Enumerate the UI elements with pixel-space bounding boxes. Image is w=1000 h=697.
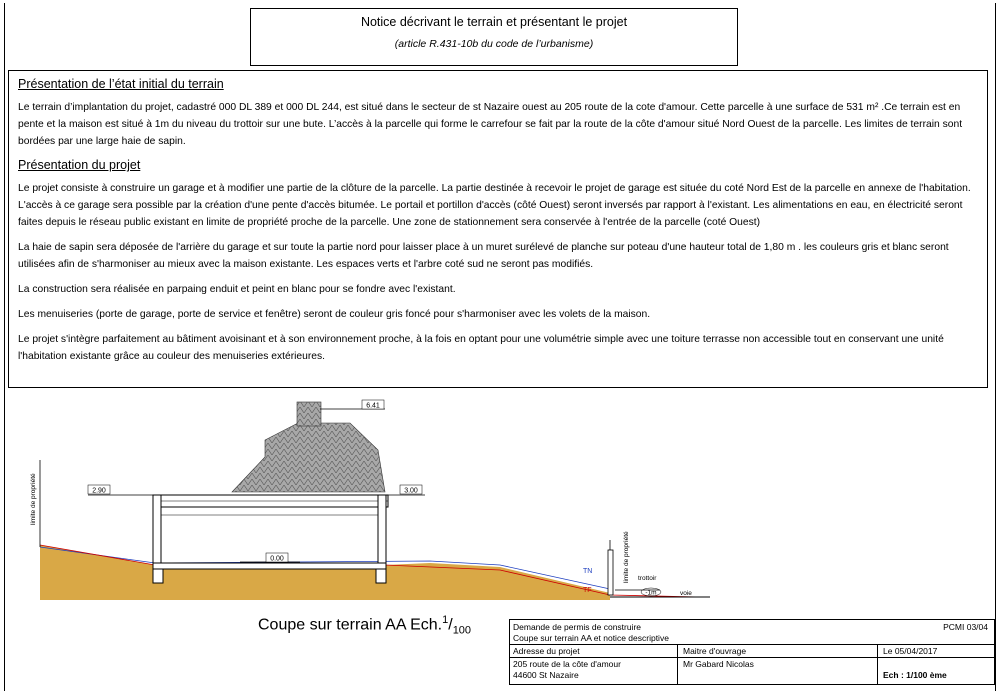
road-label: voie bbox=[680, 590, 692, 597]
paragraph: La construction sera réalisée en parpaing enduit et peint en blanc pour se fondre avec l'existant. bbox=[18, 284, 456, 295]
svg-text:2.90: 2.90 bbox=[92, 487, 106, 495]
permit-request-label: Demande de permis de construire bbox=[513, 622, 642, 632]
property-limit-right-label: limite de propriété bbox=[623, 531, 630, 583]
tn-label: TN bbox=[583, 568, 593, 575]
section-title-initial-state: Présentation de l’état initial du terrain bbox=[18, 77, 224, 91]
sheet-reference: PCMI 03/04 bbox=[943, 622, 988, 632]
sidewalk-level: -1m bbox=[645, 589, 657, 597]
caption-text: Coupe sur terrain AA Ech. bbox=[258, 616, 443, 634]
divider bbox=[677, 644, 678, 684]
paragraph: Le projet s'intègre parfaitement au bâtiment avoisinant et à son environnement proche, à la fois en optant pour une volumétrie simple avec une toiture terrasse non accessible tout en conservant une unité l'habitation existante grâce au couleur des menuiseries extérieures. bbox=[18, 334, 944, 362]
address-line-2: 44600 St Nazaire bbox=[513, 670, 579, 680]
address-label: Adresse du projet bbox=[513, 646, 580, 656]
paragraph: La haie de sapin sera déposée de l'arrière du garage et sur toute la partie nord pour laisser place à un muret surélevé de planche sur poteau d'une hauteur total de 1,80 m . les couleurs gris et blanc seront utilisées afin de s'harmoniser au mieux avec la maison existante. Les espaces verts et l'arbre coté sud ne seront pas modifiés. bbox=[18, 242, 949, 270]
paragraph: Les menuiseries (porte de garage, porte de service et fenêtre) seront de couleur gris foncé pour s'harmoniser avec les volets de la maison. bbox=[18, 309, 651, 320]
paragraph: Le projet consiste à construire un garage et à modifier une partie de la clôture de la parcelle. La partie destinée à recevoir le projet de garage est située du coté Nord Est de la parcelle en annexe de l'habitation. L'accès à ce garage sera possible par la création d'une pente d'accès bitumée. Le portail et portillon d'accès (côté Ouest) seront inversés par rapport à l'existant. Les alimentations en eau, en électricité seront faites depuis le réseau public existant en limite de propriété proche de la parcelle. Une zone de stationnement sera conservée à l'entrée de la parcelle (coté Ouest) bbox=[18, 183, 971, 228]
section-drawing bbox=[0, 395, 1000, 610]
chimney bbox=[297, 402, 321, 426]
owner-label: Maitre d'ouvrage bbox=[683, 646, 747, 656]
divider bbox=[510, 644, 994, 645]
title-box bbox=[250, 8, 738, 66]
title-block bbox=[509, 619, 995, 685]
sheet-description: Coupe sur terrain AA et notice descriptive bbox=[513, 633, 669, 643]
ground-fill bbox=[40, 545, 610, 600]
svg-text:0.00: 0.00 bbox=[270, 555, 284, 563]
address-line-1: 205 route de la côte d'amour bbox=[513, 659, 621, 669]
level-marker-left bbox=[88, 485, 153, 495]
caption-scale-numerator: 1 bbox=[442, 614, 449, 626]
date-text: Le 05/04/2017 bbox=[883, 646, 938, 656]
svg-text:3.00: 3.00 bbox=[404, 487, 418, 495]
garage-floor bbox=[153, 563, 386, 569]
divider bbox=[877, 644, 878, 684]
level-marker-floor bbox=[240, 553, 300, 563]
paragraph: Le terrain d’implantation du projet, cadastré 000 DL 389 et 000 DL 244, est situé dans le secteur de st Nazaire ouest au 205 route de la cote d'amour. Cette parcelle à une surface de 531 m² .Ce terrain est en pente et la maison est situé à 1m du niveau du trottoir sur une bute. L’accès à la parcelle qui forme le carrefour se fait par la route de la côte d'amour situé Nord Ouest de la parcelle. Les limites de terrain sont bordées par une large haie de sapin. bbox=[18, 102, 963, 147]
level-marker-right bbox=[386, 485, 425, 495]
owner-name: Mr Gabard Nicolas bbox=[683, 659, 754, 669]
level-marker-chimney bbox=[320, 400, 385, 410]
drawing-caption: Coupe sur terrain AA $Ech.^1/_{100}$ bbox=[258, 614, 472, 637]
divider bbox=[510, 657, 994, 658]
property-limit-left-label: limite de propriété bbox=[30, 473, 37, 525]
roof-shape bbox=[232, 423, 385, 492]
svg-text:6.41: 6.41 bbox=[366, 402, 380, 410]
fence-post bbox=[608, 550, 613, 595]
tf-label: TF bbox=[583, 587, 592, 594]
sidewalk-label: trottoir bbox=[638, 575, 657, 582]
scale-text: Ech : 1/100 ème bbox=[883, 670, 947, 680]
caption-scale-denominator: 100 bbox=[452, 624, 472, 637]
section-title-project: Présentation du projet bbox=[18, 158, 141, 172]
document-title: Notice décrivant le terrain et présentant le projet bbox=[360, 15, 628, 29]
document-subtitle: (article R.431-10b du code de l’urbanisme) bbox=[394, 38, 594, 50]
notice-box bbox=[8, 70, 988, 388]
